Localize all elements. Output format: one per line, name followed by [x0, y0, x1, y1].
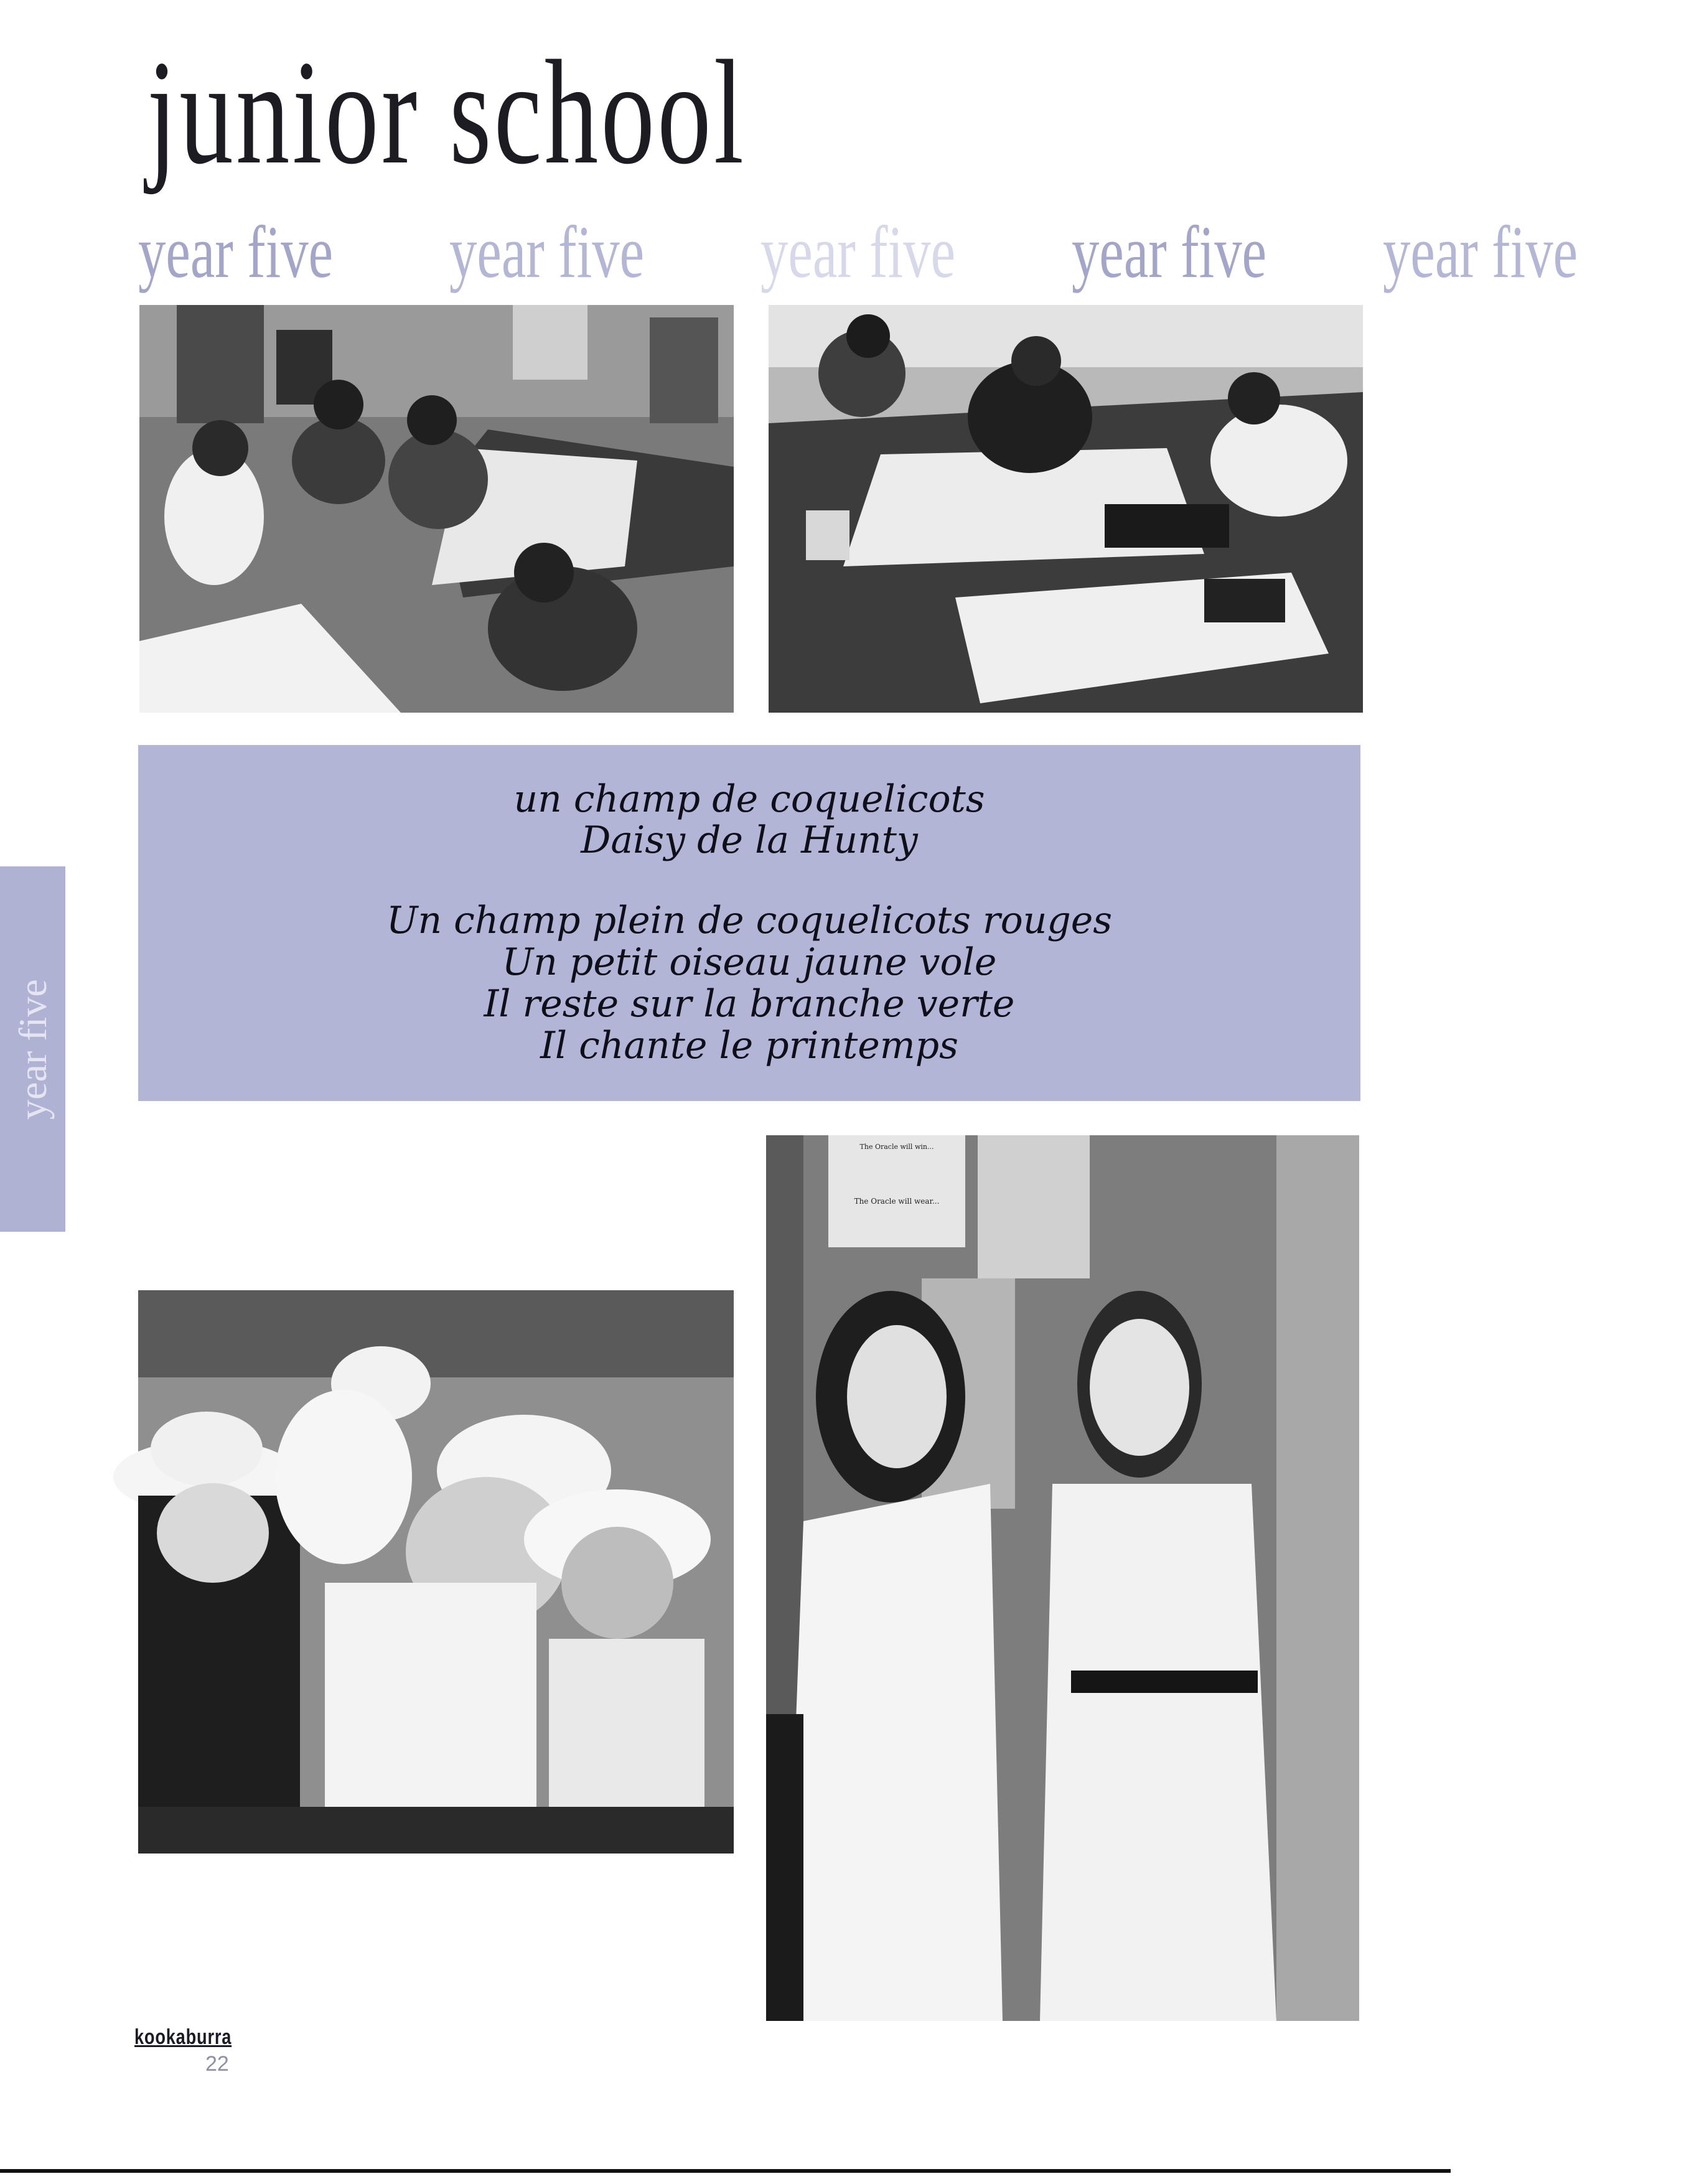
photo-students-mural	[769, 305, 1363, 713]
photo-students-hats-image	[138, 1290, 734, 1854]
photo-students-painting	[139, 305, 734, 713]
year-five-repeat: year five	[1383, 210, 1578, 293]
photo-girls-in-togas	[766, 1135, 1359, 2021]
page-title: junior school	[147, 29, 747, 195]
poem-box	[138, 745, 1360, 1101]
sign-heading-1: The Oracle will win...	[859, 1143, 934, 1151]
poem-author: Daisy de la Hunty	[581, 818, 918, 862]
publication-name: kookaburra	[134, 2025, 232, 2049]
photo-students-mural-image	[769, 305, 1363, 713]
poem-line: Il reste sur la branche verte	[484, 982, 1015, 1026]
page-number: 22	[205, 2052, 229, 2076]
poem-line: Un petit oiseau jaune vole	[502, 940, 997, 984]
side-tab-label: year five	[10, 978, 55, 1120]
bottom-rule	[0, 2169, 1451, 2173]
year-five-repeat: year five	[138, 210, 334, 293]
year-five-repeat: year five	[449, 210, 645, 293]
year-five-repeat: year five	[760, 210, 956, 293]
photo-students-hats	[138, 1290, 734, 1854]
year-five-repeat: year five	[1072, 210, 1267, 293]
poem-line: Il chante le printemps	[540, 1024, 958, 1067]
photo-students-painting-image	[139, 305, 734, 713]
poem-line: Un champ plein de coquelicots rouges	[386, 899, 1113, 942]
year-five-banner	[138, 205, 1578, 299]
sign-heading-2: The Oracle will wear...	[854, 1197, 940, 1206]
poem-title: un champ de coquelicots	[513, 777, 985, 821]
photo-girls-in-togas-image	[766, 1135, 1359, 2021]
section-side-tab	[0, 866, 65, 1232]
